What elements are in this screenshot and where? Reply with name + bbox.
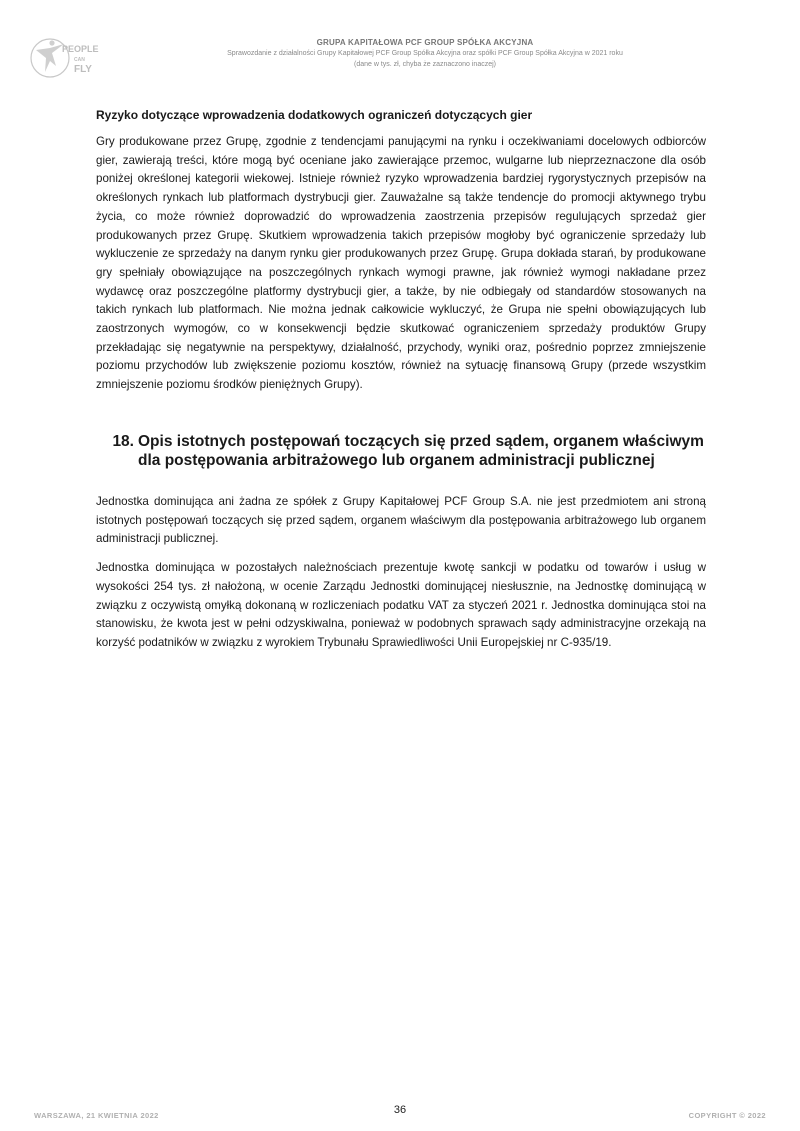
page-header (110, 38, 740, 69)
section-number: 18. (112, 433, 134, 450)
section-paragraph-1: Jednostka dominująca ani żadna ze spółek z Grupy Kapitałowej PCF Group S.A. nie jest przedmiotem ani stroną istotnych postępowań toczących się przed sądem, organem właściwym dla postępowania arbitrażowego lub organem administracji publicznej. (96, 495, 706, 546)
section-paragraph-2: Jednostka dominująca w pozostałych należnościach prezentuje kwotę sankcji w podatku od towarów i usług w wysokości 254 tys. zł nałożoną, w ocenie Zarządu Jednostki dominującej niesłusznie, na Jednostkę dominującą w związku z oczywistą omyłką dokonaną w rozliczeniach podatku VAT za styczeń 2021 r. Jednostka dominująca stoi na stanowisku, że kwota jest w pełni odzyskiwalna, ponieważ w podobnych sprawach sądy administracyjne orzekają na korzyść podatników w związku z wyrokiem Trybunału Sprawiedliwości Unii Europejskiej nr C-935/19. (96, 561, 706, 649)
company-logo (30, 28, 99, 86)
header-note: (dane w tys. zł, chyba że zaznaczono inaczej) (353, 61, 496, 68)
svg-text:FLY: FLY (74, 64, 92, 75)
svg-text:PEOPLE: PEOPLE (62, 44, 99, 54)
risk-paragraph: Gry produkowane przez Grupę, zgodnie z tendencjami panującymi na rynku i oczekiwaniami docelowych odbiorców gier, zawierają treści, które mogą być oceniane jako zawierające przemoc, wulgarne lub nieprzeznaczone dla osób poniżej określonej kategorii wiekowej. Istnieje również ryzyko wprowadzenia bardziej rygorystycznych przepisów na określonych rynkach lub platformach dystrybucji gier. Zauważalne są także tendencje do promocji aktywnego trybu życia, co może również doprowadzić do wprowadzenia zaostrzenia przepisów regulujących sprzedaż gier produkowanych przez Grupę. Skutkiem wprowadzenia takich przepisów mogłoby być ograniczenie sprzedaży lub wykluczenie ze sprzedaży na danym rynku gier produkowanych przez Grupę. Grupa dokłada starań, by produkowane gry spełniały obowiązujące na poszczególnych rynkach wymogi prawne, jak również wymogi nakładane przez wydawcę oraz poszczególne platformy dystrybucji gier, a także, by nie odbiegały od standardów stosowanych na takich rynkach lub platformach. Nie można jednak całkowicie wykluczyć, że Grupa nie spełni obowiązujących lub zaostrzonych wymogów, co w konsekwencji będzie skutkować ograniczeniem sprzedaży produktów Grupy przekładając się negatywnie na perspektywy, działalność, przychody, wyniki oraz, pośrednio poprzez zmniejszenie poziomu przychodów lub zwiększenie poziomu kosztów, również na sytuację finansową Grupy (przede wszystkim zmniejszenie poziomu środków pieniężnych Grupy). (96, 135, 706, 392)
section-title: Opis istotnych postępowań toczących się przed sądem, organem właściwym dla postępowania arbitrażowego lub organem administracji publicznej (138, 433, 704, 469)
svg-text:CAN: CAN (74, 57, 85, 63)
footer-date: WARSZAWA, 21 KWIETNIA 2022 (34, 1111, 159, 1120)
risk-heading: Ryzyko dotyczące wprowadzenia dodatkowych ograniczeń dotyczących gier (96, 108, 533, 122)
section-heading (96, 432, 706, 470)
footer-copyright: COPYRIGHT © 2022 (688, 1111, 766, 1120)
section-18 (96, 432, 706, 653)
page-number: 36 (393, 1104, 407, 1116)
header-title: GRUPA KAPITAŁOWA PCF GROUP SPÓŁKA AKCYJNA (316, 38, 534, 47)
risk-section (96, 108, 706, 395)
header-subtitle: Sprawozdanie z działalności Grupy Kapitałowej PCF Group Spółka Akcyjna oraz spółki PCF Group Spółka Akcyjna w 2021 roku (227, 50, 623, 57)
